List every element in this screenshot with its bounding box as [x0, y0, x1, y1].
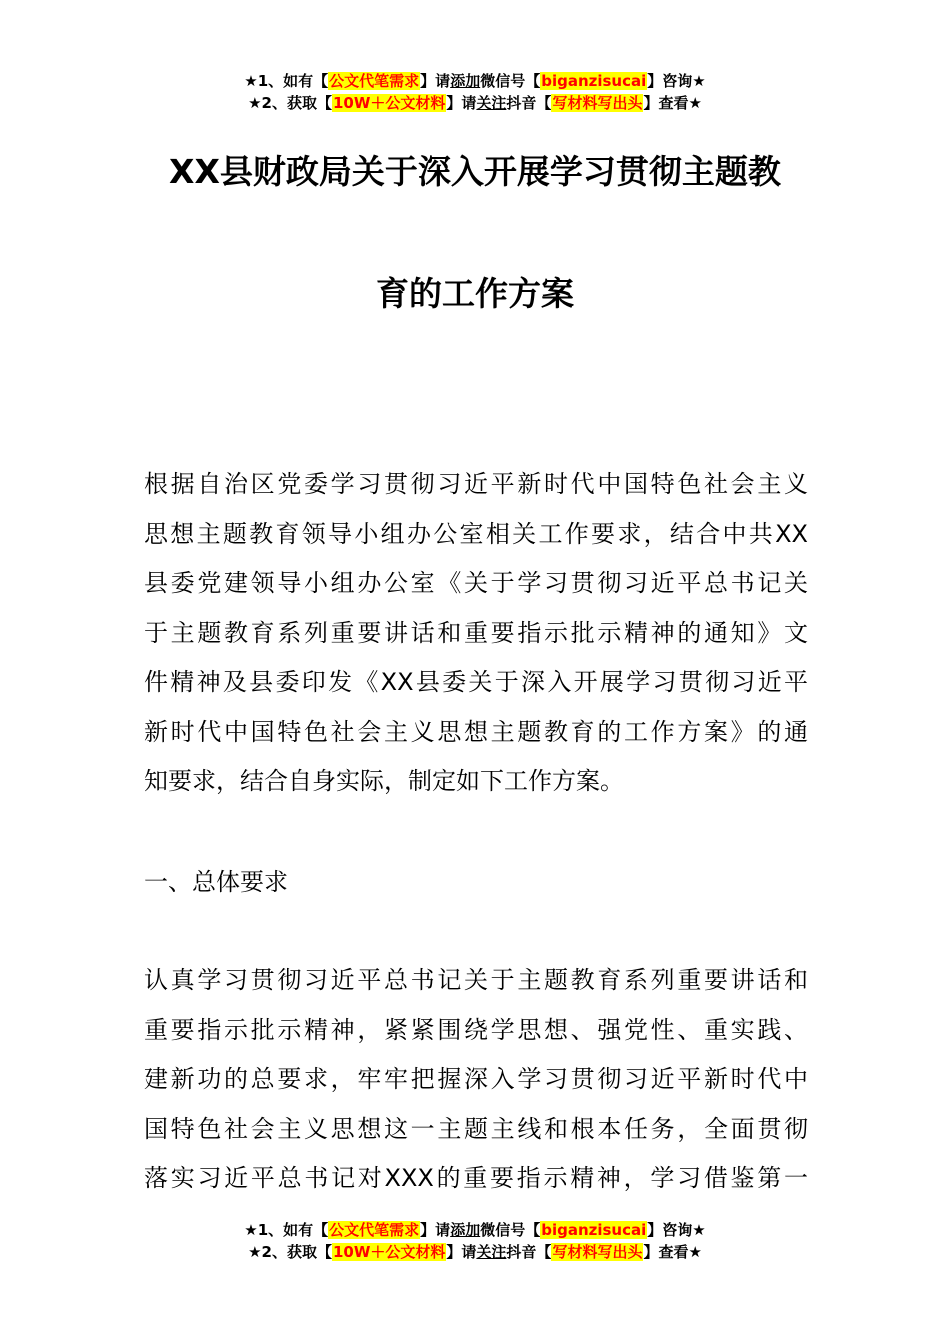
banner-line2-mid: 】请: [446, 1243, 477, 1261]
banner-line-2: [0, 1241, 950, 1263]
banner-line2-highlight-materials: 10W＋公文材料: [332, 1243, 446, 1261]
paragraph-line: 落实习近平总书记对XXX的重要指示精神，学习借鉴第一: [144, 1164, 808, 1192]
banner-line2-mid: 】请: [446, 94, 477, 112]
document-title-line-1: XX县财政局关于深入开展学习贯彻主题教: [169, 152, 781, 191]
banner-line2-mid2: 抖音【: [506, 94, 552, 112]
paragraph-line: 思想主题教育领导小组办公室相关工作要求，结合中共XX: [144, 519, 808, 548]
paragraph-line: 根据自治区党委学习贯彻习近平新时代中国特色社会主义: [144, 470, 808, 498]
banner-line1-prefix: ★1、如有【: [244, 1221, 329, 1239]
paragraph-line: 件精神及县委印发《XX县委关于深入开展学习贯彻习近平: [144, 668, 808, 696]
paragraph-line: 新时代中国特色社会主义思想主题教育的工作方案》的通: [144, 717, 808, 746]
banner-line1-underlined: 添加: [450, 1221, 481, 1239]
paragraph-line: 重要指示批示精神，紧紧围绕学思想、强党性、重实践、: [144, 1015, 808, 1044]
banner-line1-highlight-service: 公文代笔需求: [329, 72, 420, 90]
paragraph-line: 国特色社会主义思想这一主题主线和根本任务，全面贯彻: [144, 1114, 808, 1143]
banner-line2-mid2: 抖音【: [506, 1243, 552, 1261]
paragraph-line: 认真学习贯彻习近平总书记关于主题教育系列重要讲话和: [144, 966, 808, 994]
banner-line1-highlight-wechat: biganzisucai: [541, 72, 647, 90]
section-heading: [144, 858, 808, 908]
banner-line1-mid2: 微信号【: [480, 1221, 541, 1239]
banner-line-2: [0, 92, 950, 114]
document-title-line-2: 育的工作方案: [376, 274, 574, 313]
paragraph-line: 县委党建领导小组办公室《关于学习贯彻习近平总书记关: [144, 569, 808, 597]
banner-line2-suffix: 】查看★: [643, 1243, 702, 1261]
paragraph-line: 知要求，结合自身实际，制定如下工作方案。: [144, 767, 624, 795]
requirements-paragraph: [144, 956, 808, 1204]
banner-line2-highlight-douyin: 写材料写出头: [552, 94, 643, 112]
banner-line2-suffix: 】查看★: [643, 94, 702, 112]
banner-line-1: [0, 70, 950, 92]
banner-line1-highlight-wechat: biganzisucai: [541, 1221, 647, 1239]
banner-line1-mid2: 微信号【: [480, 72, 541, 90]
banner-line1-underlined: 添加: [450, 72, 481, 90]
paragraph-line: 建新功的总要求，牢牢把握深入学习贯彻习近平新时代中: [144, 1065, 808, 1093]
banner-line1-suffix: 】咨询★: [647, 72, 706, 90]
banner-line1-highlight-service: 公文代笔需求: [329, 1221, 420, 1239]
banner-line2-underlined: 关注: [476, 1243, 507, 1261]
header-banner: [0, 70, 950, 114]
paragraph-line: 于主题教育系列重要讲话和重要指示批示精神的通知》文: [144, 618, 808, 647]
banner-line2-prefix: ★2、获取【: [248, 1243, 332, 1261]
section-heading-text: 一、总体要求: [144, 868, 288, 896]
banner-line2-underlined: 关注: [476, 94, 507, 112]
banner-line1-prefix: ★1、如有【: [244, 72, 329, 90]
banner-line-1: [0, 1219, 950, 1241]
banner-line1-mid: 】请: [420, 1221, 451, 1239]
banner-line2-prefix: ★2、获取【: [248, 94, 332, 112]
banner-line2-highlight-materials: 10W＋公文材料: [332, 94, 446, 112]
banner-line1-mid: 】请: [420, 72, 451, 90]
banner-line1-suffix: 】咨询★: [647, 1221, 706, 1239]
footer-banner: [0, 1219, 950, 1263]
intro-paragraph: [144, 460, 808, 807]
banner-line2-highlight-douyin: 写材料写出头: [552, 1243, 643, 1261]
